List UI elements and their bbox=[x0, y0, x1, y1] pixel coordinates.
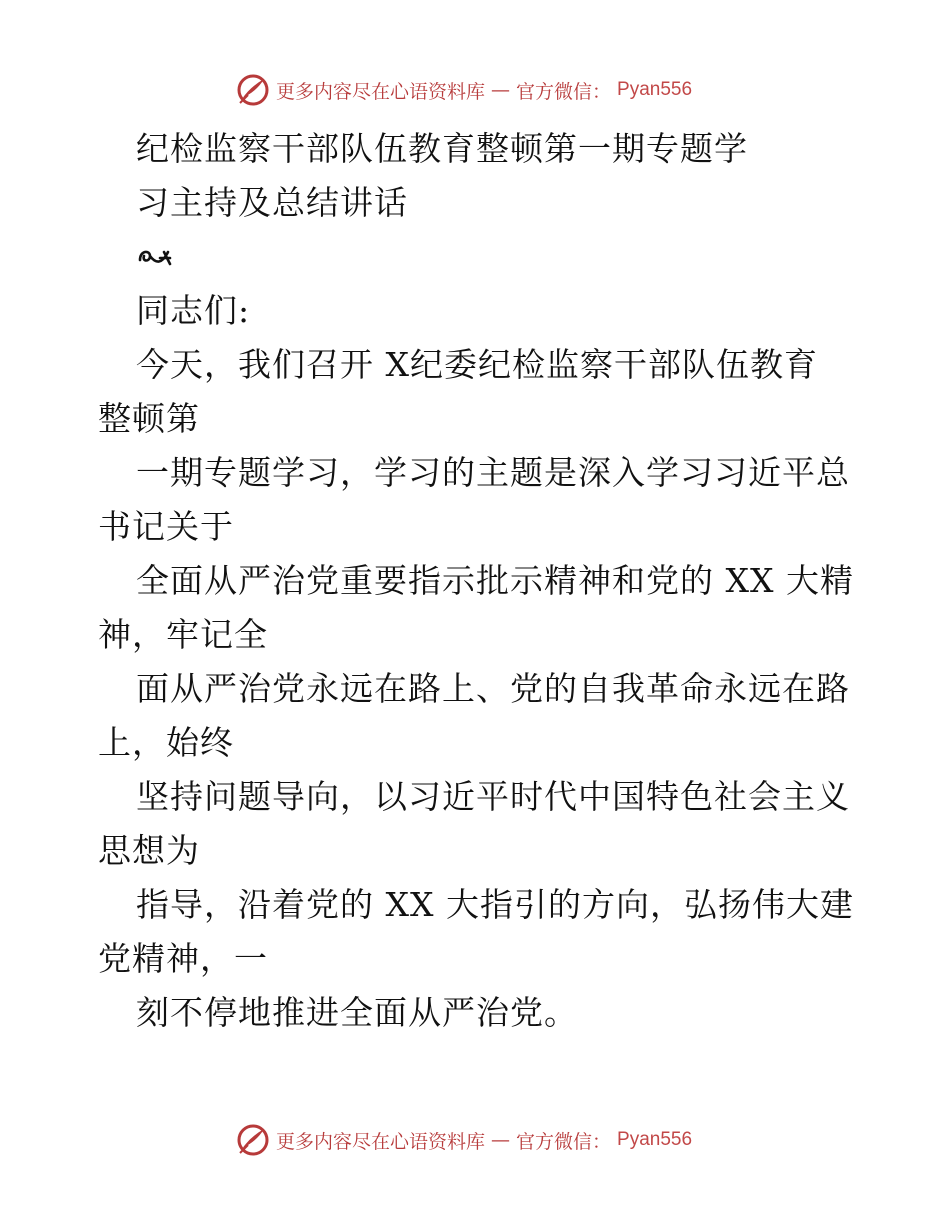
document-body bbox=[98, 122, 858, 1040]
watermark-dash: — bbox=[491, 1129, 511, 1151]
paragraph-line: 面从严治党永远在路上、党的自我革命永远在路 bbox=[136, 669, 850, 708]
greeting: 同志们: bbox=[136, 291, 251, 330]
paragraph-line: 党精神，一 bbox=[98, 939, 268, 978]
watermark-site-text: 更多内容尽在心语资料库 bbox=[276, 80, 486, 103]
paragraph-line: 一期专题学习，学习的主题是深入学习习近平总 bbox=[136, 453, 850, 492]
paragraph-line: 坚持问题导向，以习近平时代中国特色社会主义 bbox=[136, 777, 850, 816]
paragraph-line: 刻不停地推进全面从严治党。 bbox=[136, 993, 578, 1032]
watermark-contact-label: 官方微信： bbox=[516, 80, 612, 103]
document-title-line-1: 纪检监察干部队伍教育整顿第一期专题学 bbox=[136, 129, 748, 168]
ornament-row bbox=[98, 230, 858, 284]
watermark-contact-id: Pyan556 bbox=[617, 79, 693, 100]
document-title-line-2: 习主持及总结讲话 bbox=[136, 183, 408, 222]
paragraph-line: 全面从严治党重要指示批示精神和党的 XX 大精 bbox=[136, 561, 854, 600]
paragraph-line: 今天，我们召开 X纪委纪检监察干部队伍教育 bbox=[136, 345, 818, 384]
watermark-contact-label: 官方微信： bbox=[516, 1130, 612, 1153]
paragraph-line: 上，始终 bbox=[98, 723, 234, 762]
watermark-dash: — bbox=[491, 79, 511, 101]
paragraph-line: 书记关于 bbox=[98, 507, 234, 546]
paragraph-line: 整顿第 bbox=[98, 399, 200, 438]
watermark-contact-id: Pyan556 bbox=[617, 1129, 693, 1150]
quill-logo-icon bbox=[236, 1123, 270, 1157]
fleuron-icon bbox=[136, 244, 174, 270]
paragraph-line: 指导，沿着党的 XX 大指引的方向，弘扬伟大建 bbox=[136, 885, 854, 924]
footer-watermark bbox=[236, 1122, 692, 1158]
quill-logo-icon bbox=[236, 73, 270, 107]
paragraph-line: 神，牢记全 bbox=[98, 615, 268, 654]
watermark-site-text: 更多内容尽在心语资料库 bbox=[276, 1130, 486, 1153]
paragraph-line: 思想为 bbox=[98, 831, 200, 870]
header-watermark bbox=[236, 72, 692, 108]
